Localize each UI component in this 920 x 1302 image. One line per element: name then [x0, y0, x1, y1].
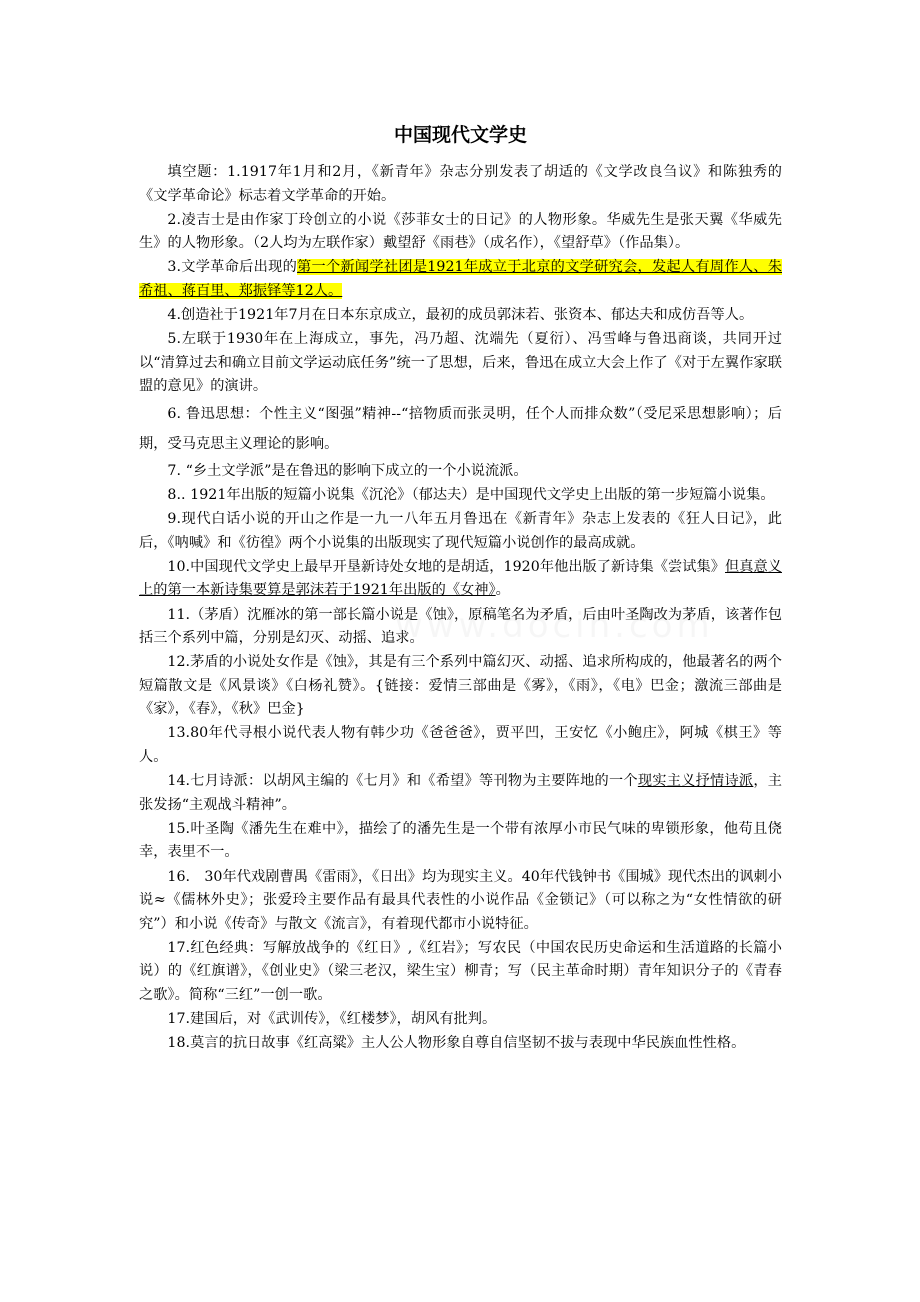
paragraph-4: 4.创造社于1921年7月在日本东京成立，最初的成员郭沫若、张资本、郁达夫和成仿吾等人。 [167, 307, 754, 324]
paragraph-10-tail: 。 [495, 582, 510, 599]
paragraph-14-lead: 14.七月诗派：以胡风主编的《七月》和《希望》等刊物为主要阵地的一个 [167, 773, 638, 790]
paragraph-8: 8.. 1921年出版的短篇小说集《沉沦》（郁达夫）是中国现代文学史上出版的第一步短篇小说集。 [167, 487, 775, 504]
paragraph-14 [139, 770, 782, 817]
paragraph-16: 16. 30年代戏剧曹禺《雷雨》，《日出》均为现实主义。40年代钱钟书《围城》现代杰出的讽刺小说≈《儒林外史》；张爱玲主要作品有最具代表性的小说作品《金锁记》（可以称之为“女性情欲的研究”）和小说《传奇》与散文《流言》，有着现代都市小说特征。 [139, 868, 782, 932]
paragraph-18: 18.莫言的抗日故事《红高粱》主人公人物形象自尊自信坚韧不拔与表现中华民族血性性格。 [167, 1035, 746, 1052]
paragraph-7: 7. “乡土文学派”是在鲁迅的影响下成立的一个小说流派。 [167, 462, 528, 479]
document-title: 中国现代文学史 [393, 124, 527, 146]
paragraph-13: 13.80年代寻根小说代表人物有韩少功《爸爸爸》，贾平凹，王安忆《小鲍庄》，阿城《棋王》等人。 [139, 725, 782, 766]
paragraph-10-lead: 10.中国现代文学史上最早开垦新诗处女地的是胡适，1920年他出版了新诗集《尝试集》 [167, 558, 726, 575]
paragraph-15: 15.叶圣陶《潘先生在难中》，描绘了的潘先生是一个带有浓厚小市民气味的卑锁形象，他苟且侥幸，表里不一。 [139, 820, 782, 861]
highlighted-text: 第一个新闻学社团是1921年成立于北京的文学研究会，发起人有周作人、朱希祖、蒋百里、郑振铎等12人。 [139, 259, 782, 299]
paragraph-17a: 17.红色经典：写解放战争的《红日》,《红岩》；写农民（中国农民历史命运和生活道路的长篇小说）的《红旗谱》，《创业史》（梁三老汉，梁生宝）柳青；写（民主革命时期）青年知识分子的《青春之歌》。简称“三红”一创一歌。 [139, 939, 782, 1003]
paragraph-2: 2.凌吉士是由作家丁玲创立的小说《莎菲女士的日记》的人物形象。华威先生是张天翼《华威先生》的人物形象。（2人均为左联作家）戴望舒《雨巷》（成名作），《望舒草》（作品集）。 [139, 211, 782, 252]
underlined-text: 但真意义上的第一本新诗集要算是郭沫若于1921年出版的《女神》 [139, 558, 782, 599]
paragraph-3 [139, 256, 782, 303]
paragraph-12: 12.茅盾的小说处女作是《蚀》，其是有三个系列中篇幻灭、动摇、追求所构成的，他最著名的两个短篇散文是《风景谈》《白杨礼赞》。{链接：爱情三部曲是《雾》，《雨》，《电》巴金；激流三部曲是《家》，《春》，《秋》巴金} [139, 654, 782, 718]
paragraph-3-lead: 3.文学革命后出现的 [167, 259, 298, 276]
paragraph-14-tail: ，主张发扬“主观战斗精神”。 [139, 773, 783, 813]
document-page [139, 118, 782, 1056]
paragraph-1: 填空题：1.1917年1月和2月，《新青年》杂志分别发表了胡适的《文学改良刍议》和陈独秀的《文学革命论》标志着文学革命的开始。 [139, 164, 782, 204]
paragraph-10 [139, 556, 782, 603]
paragraph-5: 5.左联于1930年在上海成立，事先，冯乃超、沈端先（夏衍）、冯雪峰与鲁迅商谈，共同开过以“清算过去和确立目前文学运动底任务”统一了思想，后来，鲁迅在成立大会上作了《对于左翼作家联盟的意见》的演讲。 [139, 331, 782, 395]
paragraph-6: 6. 鲁迅思想：个性主义“图强”精神--“掊物质而张灵明，任个人而排众数”（受尼采思想影响）；后期，受马克思主义理论的影响。 [139, 406, 782, 453]
underlined-text: 现实主义抒情诗派 [637, 773, 754, 790]
paragraph-11: 11.（茅盾）沈雁冰的第一部长篇小说是《蚀》，原稿笔名为矛盾，后由叶圣陶改为茅盾，该著作包括三个系列中篇，分别是幻灭、动摇、追求。 [139, 606, 782, 647]
paragraph-17b: 17.建国后，对《武训传》，《红楼梦》，胡风有批判。 [167, 1011, 497, 1028]
paragraph-9: 9.现代白话小说的开山之作是一九一八年五月鲁迅在《新青年》杂志上发表的《狂人日记》，此后，《呐喊》和《彷徨》两个小说集的出版现实了现代短篇小说创作的最高成就。 [139, 511, 782, 551]
